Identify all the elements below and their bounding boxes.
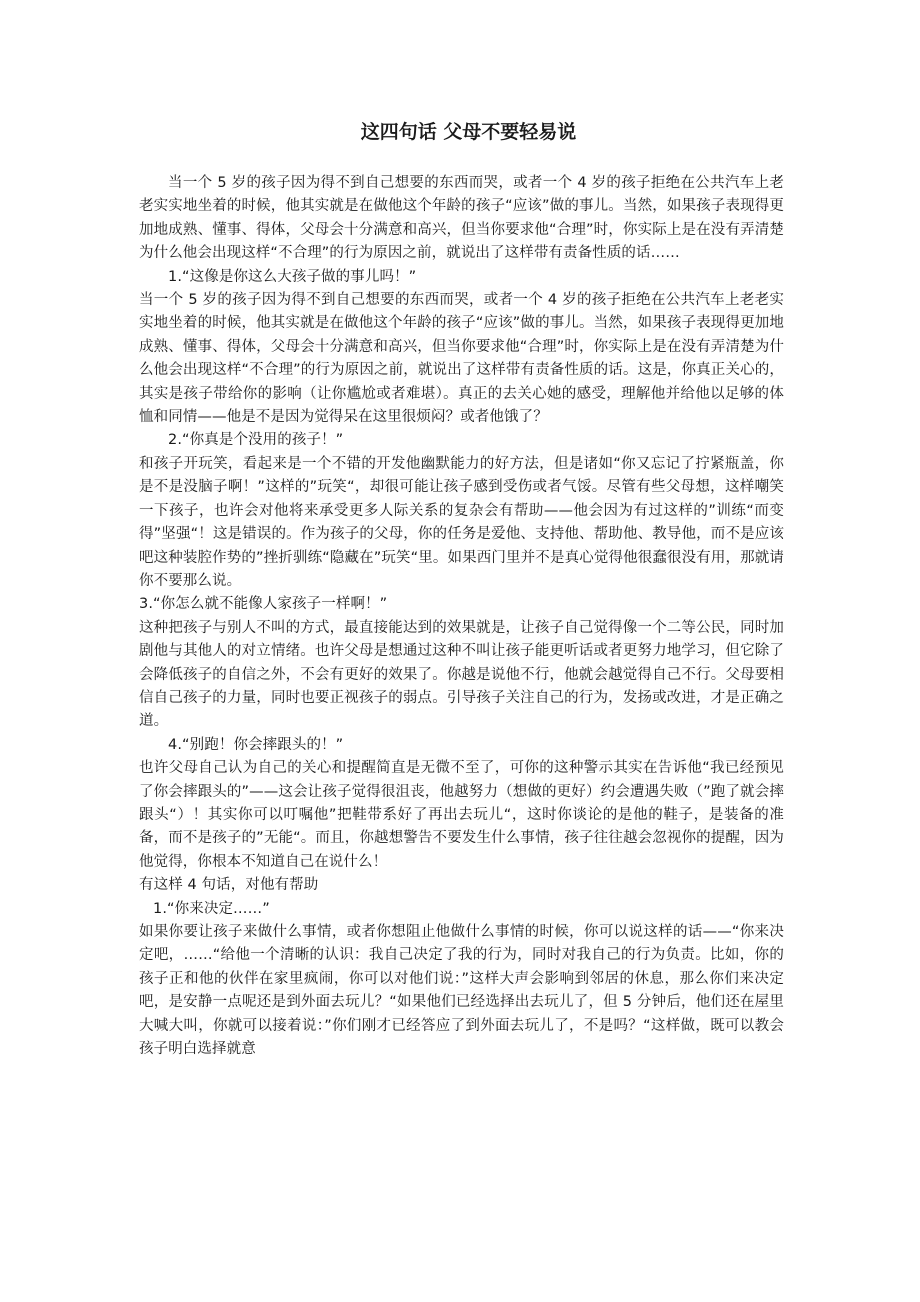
paragraph-sentence-4: 也许父母自己认为自己的关心和提醒简直是无微不至了，可你的这种警示其实在告诉他“我已经预见了你会摔跟头的”——这会让孩子觉得很沮丧，他越努力（想做的更好）约会遭遇失败（”跑了就会摔跟头“）！其实你可以叮嘱他”把鞋带系好了再出去玩儿“，这时你谈论的是他的鞋子，是装备的准备，而不是孩子的”无能“。而且，你越想警告不要发生什么事情，孩子往往越会忽视你的提醒，因为他觉得，你根本不知道自己在说什么！ — [139, 760, 784, 870]
article-body — [139, 172, 784, 1061]
paragraph-helpful-1: 如果你要让孩子来做什么事情，或者你想阻止他做什么事情的时候，你可以说这样的话——“你来决定吧，……“给他一个清晰的认识：我自己决定了我的行为，同时对我自己的行为负责。比如，你的孩子正和他的伙伴在家里疯闹，你可以对他们说：”这样大声会影响到邻居的休息，那么你们来决定吧，是安静一点呢还是到外面去玩儿？“如果他们已经选择出去玩儿了，但 5 分钟后，他们还在屋里大喊大叫，你就可以接着说：”你们刚才已经答应了到外面去玩儿了，不是吗？“这样做，既可以教会孩子明白选择就意 — [139, 924, 784, 1058]
document-page — [139, 118, 784, 1061]
paragraph-sentence-2: 和孩子开玩笑，看起来是一个不错的开发他幽默能力的好方法，但是诸如“你又忘记了拧紧瓶盖，你是不是没脑子啊！”这样的”玩笑“，却很可能让孩子感到受伤或者气馁。尽管有些父母想，这样嘲笑一下孩子，也许会对他将来承受更多人际关系的复杂会有帮助——他会因为有过这样的”训练“而变得”坚强“！这是错误的。作为孩子的父母，你的任务是爱他、支持他、帮助他、教导他，而不是应该吧这种装腔作势的”挫折驯练“隐藏在”玩笑“里。如果西门里并不是真心觉得他很蠢很没有用，那就请你不要那么说。 — [139, 455, 784, 589]
intro-paragraph: 当一个 5 岁的孩子因为得不到自己想要的东西而哭，或者一个 4 岁的孩子拒绝在公共汽车上老老实实地坐着的时候，他其实就是在做他这个年龄的孩子“应该”做的事儿。当然，如果孩子表现得更加地成熟、懂事、得体，父母会十分满意和高兴，但当你要求他“合理”时，你实际上是在没有弄清楚为什么他会出现这样“不合理”的行为原因之前，就说出了这样带有责备性质的话…… — [139, 175, 784, 262]
paragraph-sentence-1: 当一个 5 岁的孩子因为得不到自己想要的东西而哭，或者一个 4 岁的孩子拒绝在公共汽车上老老实实地坐着的时候，他其实就是在做他这个年龄的孩子“应该”做的事儿。当然，如果孩子表现得更加地成熟、懂事、得体，父母会十分满意和高兴，但当你要求他“合理”时，你实际上是在没有弄清楚为什么他会出现这样“不合理”的行为原因之前，就说出了这样带有责备性质的话。这是，你真正关心的，其实是孩子带给你的影响（让你尴尬或者难堪）。真正的去关心她的感受，理解他并给他以足够的体恤和同情——他是不是因为觉得呆在这里很烦闷？或者他饿了？ — [139, 292, 784, 426]
heading-sentence-1: 1.“这像是你这么大孩子做的事儿吗！” — [168, 268, 417, 285]
article-title: 这四句话 父母不要轻易说 — [360, 121, 577, 143]
heading-helpful-1: 1.“你来决定……” — [153, 900, 270, 917]
section-heading-helpful: 有这样 4 句话，对他有帮助 — [139, 877, 319, 894]
heading-sentence-3: 3.“你怎么就不能像人家孩子一样啊！” — [139, 596, 388, 613]
paragraph-sentence-3: 这种把孩子与别人不叫的方式，最直接能达到的效果就是，让孩子自己觉得像一个二等公民，同时加剧他与其他人的对立情绪。也许父母是想通过这种不叫让孩子能更听话或者更努力地学习，但它除了会降低孩子的自信之外，不会有更好的效果了。你越是说他不行，他就会越觉得自己不行。父母要相信自己孩子的力量，同时也要正视孩子的弱点。引导孩子关注自己的行为，发扬或改进，才是正确之道。 — [139, 619, 784, 730]
heading-sentence-2: 2.“你真是个没用的孩子！” — [168, 432, 344, 449]
heading-sentence-4: 4.“别跑！你会摔跟头的！” — [168, 736, 344, 753]
